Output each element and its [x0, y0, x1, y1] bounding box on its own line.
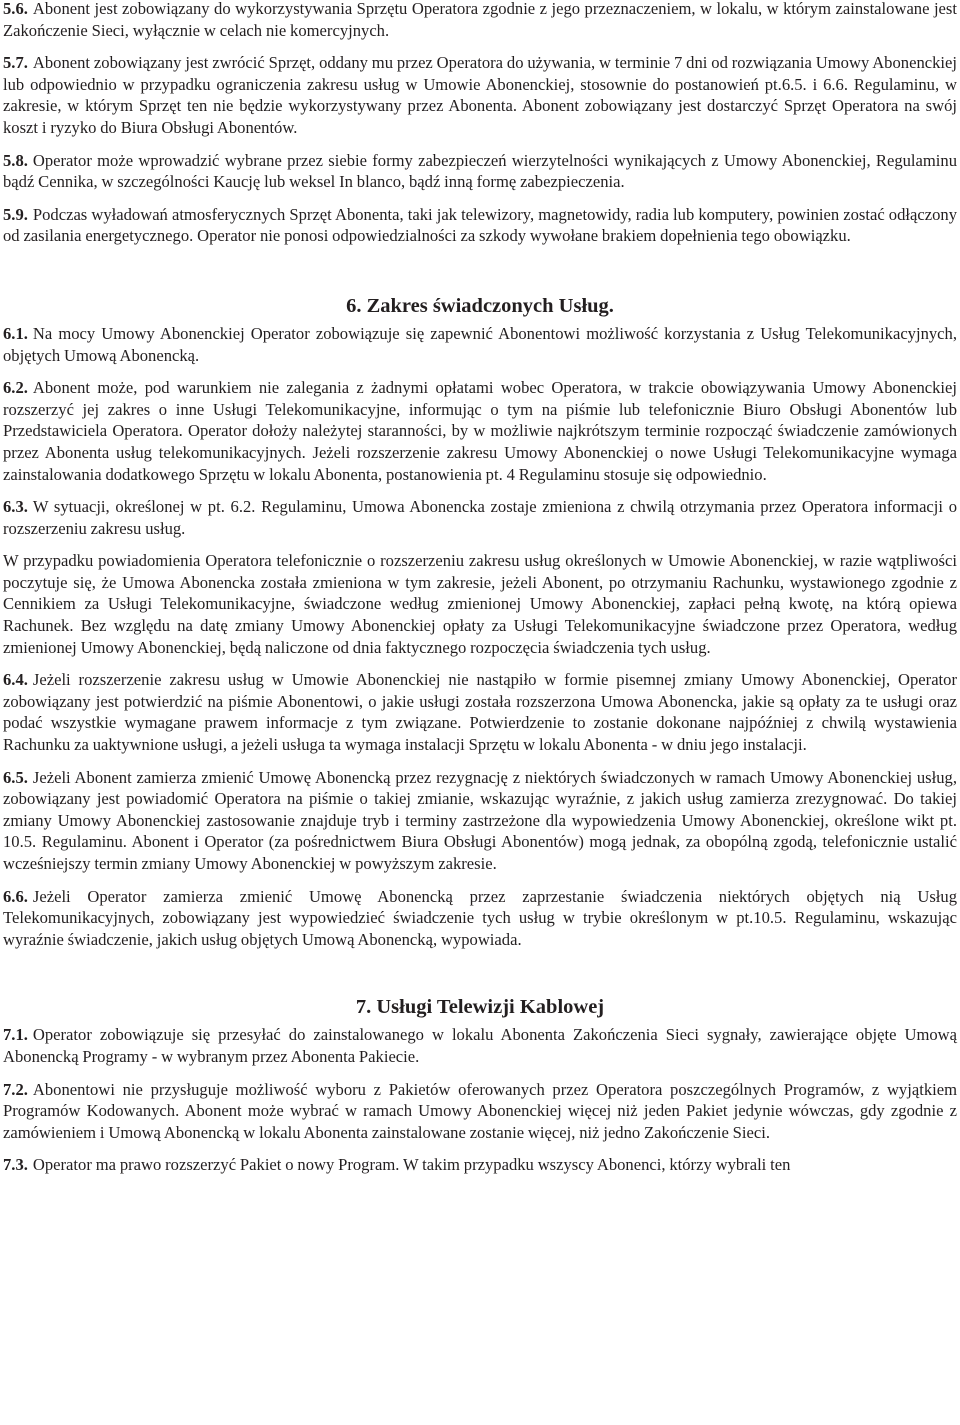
paragraph-number: 7.3.	[3, 1155, 28, 1175]
paragraph-text: W przypadku powiadomienia Operatora telefonicznie o rozszerzeniu zakresu usług określonych w Umowie Abonenckiej, w razie wątpliwości poczytuje się, że Umowa Abonencka została zmieniona w tym zakresie, jeżeli Abonent, po otrzymaniu Rachunku, wystawionego zgodnie z Cennikiem za Usługi Telekomunikacyjne, świadczone według zmienionej Umowy Abonenckiej, zapłaci pełną kwotę, na którą opiewa Rachunek. Bez względu na datę zmiany Umowy Abonenckiej opłaty za Usługi Telekomunikacyjne świadczone przez Operatora, według zmienionej Umowy Abonenckiej, będą naliczone od dnia faktycznego rozpoczęcia świadczenia tych usług.	[3, 551, 957, 657]
section-6	[3, 293, 957, 950]
paragraph-5-7	[3, 52, 957, 138]
paragraph-number: 6.4.	[3, 670, 28, 690]
paragraph-7-2	[3, 1079, 957, 1144]
paragraph-number: 6.2.	[3, 378, 28, 398]
paragraph-6-1	[3, 323, 957, 366]
paragraph-number: 6.3.	[3, 497, 28, 517]
paragraph-text: Abonent zobowiązany jest zwrócić Sprzęt, oddany mu przez Operatora do używania, w terminie 7 dni od rozwiązania Umowy Abonenckiej lub odpowiednio w przypadku ograniczenia zakresu usług w Umowie Abonenckiej, stosownie do postanowień pt.6.5. i 6.6. Regulaminu, w zakresie, w którym Sprzęt ten nie będzie wykorzystywany przez Abonenta. Abonent zobowiązany jest dostarczyć Sprzęt Operatora na swój koszt i ryzyko do Biura Obsługi Abonentów.	[3, 53, 957, 137]
paragraph-7-3	[3, 1154, 957, 1176]
paragraph-number: 6.1.	[3, 323, 28, 343]
paragraph-number: 5.8.	[3, 150, 28, 170]
paragraph-number: 7.2.	[3, 1079, 28, 1099]
paragraph-text: Na mocy Umowy Abonenckiej Operator zobowiązuje się zapewnić Abonentowi możliwość korzystania z Usług Telekomunikacyjnych, objętych Umową Abonencką.	[3, 323, 957, 365]
paragraph-text: Jeżeli rozszerzenie zakresu usług w Umowie Abonenckiej nie nastąpiło w formie pisemnej zmiany Umowy Abonenckiej, Operator zobowiązany jest potwierdzić na piśmie Abonentowi, o jakie usługi została rozszerzona Umowa Abonencka, jakie są opłaty za te usługi oraz podać wszystkie wymagane prawem informacje z tym związane. Potwierdzenie to zostanie dokonane najpóźniej z chwilą wystawienia Rachunku za uaktywnione usługi, a jeżeli usługa ta wymaga instalacji Sprzętu w lokalu Abonenta - w dniu jego instalacji.	[3, 670, 957, 755]
paragraph-7-1	[3, 1024, 957, 1067]
paragraph-6-2	[3, 377, 957, 485]
paragraph-text: Abonent może, pod warunkiem nie zalegania z żadnymi opłatami wobec Operatora, w trakcie obowiązywania Umowy Abonenckiej rozszerzyć jej zakres o inne Usługi Telekomunikacyjne, informując o tym na piśmie lub telefonicznie Biuro Obsługi Abonentów lub Przedstawiciela Operatora. Operator dołoży należytej staranności, by w możliwie najkrótszym terminie rozpocząć świadczenie zamówionych przez Abonenta usług telekomunikacyjnych. Jeżeli rozszerzenie zakresu Umowy Abonenckiej o nowe Usługi Telekomunikacyjne wymaga zainstalowania dodatkowego Sprzętu w lokalu Abonenta, postanowienia pt. 4 Regulaminu stosuje się odpowiednio.	[3, 378, 957, 484]
paragraph-number: 6.5.	[3, 767, 28, 787]
paragraph-text: Abonentowi nie przysługuje możliwość wyboru z Pakietów oferowanych przez Operatora poszczególnych Programów, z wyjątkiem Programów Kodowanych. Abonent może wybrać w ramach Umowy Abonenckiej więcej niż jeden Pakiet jedynie wówczas, gdy zgodnie z zamówieniem i Umową Abonencką w lokalu Abonenta zainstalowane zostanie więcej, niż jedno Zakończenie Sieci.	[3, 1079, 957, 1142]
paragraph-text: Jeżeli Abonent zamierza zmienić Umowę Abonencką przez rezygnację z niektórych świadczonych w ramach Umowy Abonenckiej usług, zobowiązany jest powiadomić Operatora na piśmie o takiej zmianie, wskazując wyraźnie, z jakich usług zamierza zrezygnować. Do takiej zmiany Umowy Abonenckiej zastosowanie znajduje tryb i terminy zastrzeżone dla wypowiedzenia Umowy Abonenckiej, określone wikt pt. 10.5. Regulaminu. Abonent i Operator (za pośrednictwem Biura Obsługi Abonentów) mogą jednak, za obopólną zgodą, telefonicznie ustalić wcześniejszy termin zmiany Umowy Abonenckiej w powyższym zakresie.	[3, 767, 957, 873]
paragraph-6-3	[3, 496, 957, 539]
paragraph-5-9	[3, 204, 957, 247]
section-5-tail	[3, 0, 957, 247]
paragraph-6-5	[3, 767, 957, 875]
section-heading: 7. Usługi Telewizji Kablowej	[355, 996, 605, 1019]
paragraph-text: Jeżeli Operator zamierza zmienić Umowę Abonencką przez zaprzestanie świadczenia niektórych objętych nią Usług Telekomunikacyjnych, zobowiązany jest wypowiedzieć świadczenie tych usług w trybie określonym w pt.10.5. Regulaminu, wskazując wyraźnie świadczenie, jakich usług objętych Umową Abonencką, wypowiada.	[3, 886, 957, 949]
paragraph-6-4	[3, 669, 957, 755]
section-heading: 6. Zakres świadczonych Usług.	[346, 294, 614, 317]
section-7	[3, 994, 957, 1176]
paragraph-number: 5.7.	[3, 53, 28, 73]
paragraph-text: Operator zobowiązuje się przesyłać do zainstalowanego w lokalu Abonenta Zakończenia Sieci sygnały, zawierające objęte Umową Abonencką Programy - w wybranym przez Abonenta Pakiecie.	[3, 1025, 957, 1066]
paragraph-number: 7.1.	[3, 1025, 28, 1045]
paragraph-6-3-continued	[3, 550, 957, 658]
paragraph-6-6	[3, 886, 957, 951]
paragraph-text: Podczas wyładowań atmosferycznych Sprzęt Abonenta, taki jak telewizory, magnetowidy, radia lub komputery, powinien zostać odłączony od zasilania energetycznego. Operator nie ponosi odpowiedzialności za szkody wywołane brakiem dopełnienia tego obowiązku.	[3, 204, 957, 246]
paragraph-text: Abonent jest zobowiązany do wykorzystywania Sprzętu Operatora zgodnie z jego przeznaczeniem, w lokalu, w którym zainstalowane jest Zakończenie Sieci, wyłącznie w celach nie komercyjnych.	[3, 0, 957, 40]
paragraph-number: 5.9.	[3, 204, 28, 224]
paragraph-text: Operator ma prawo rozszerzyć Pakiet o nowy Program. W takim przypadku wszyscy Abonenci, którzy wybrali ten	[32, 1155, 791, 1175]
paragraph-5-6	[3, 0, 957, 41]
paragraph-text: W sytuacji, określonej w pt. 6.2. Regulaminu, Umowa Abonencka zostaje zmieniona z chwilą otrzymania przez Operatora informacji o rozszerzeniu zakresu usług.	[3, 497, 957, 538]
paragraph-text: Operator może wprowadzić wybrane przez siebie formy zabezpieczeń wierzytelności wynikających z Umowy Abonenckiej, Regulaminu bądź Cennika, w szczególności Kaucję lub weksel In blanco, bądź inną formę zabezpieczenia.	[3, 150, 957, 192]
document-page	[3, 0, 957, 1176]
paragraph-5-8	[3, 150, 957, 193]
paragraph-number: 5.6.	[3, 0, 28, 18]
paragraph-number: 6.6.	[3, 886, 28, 906]
